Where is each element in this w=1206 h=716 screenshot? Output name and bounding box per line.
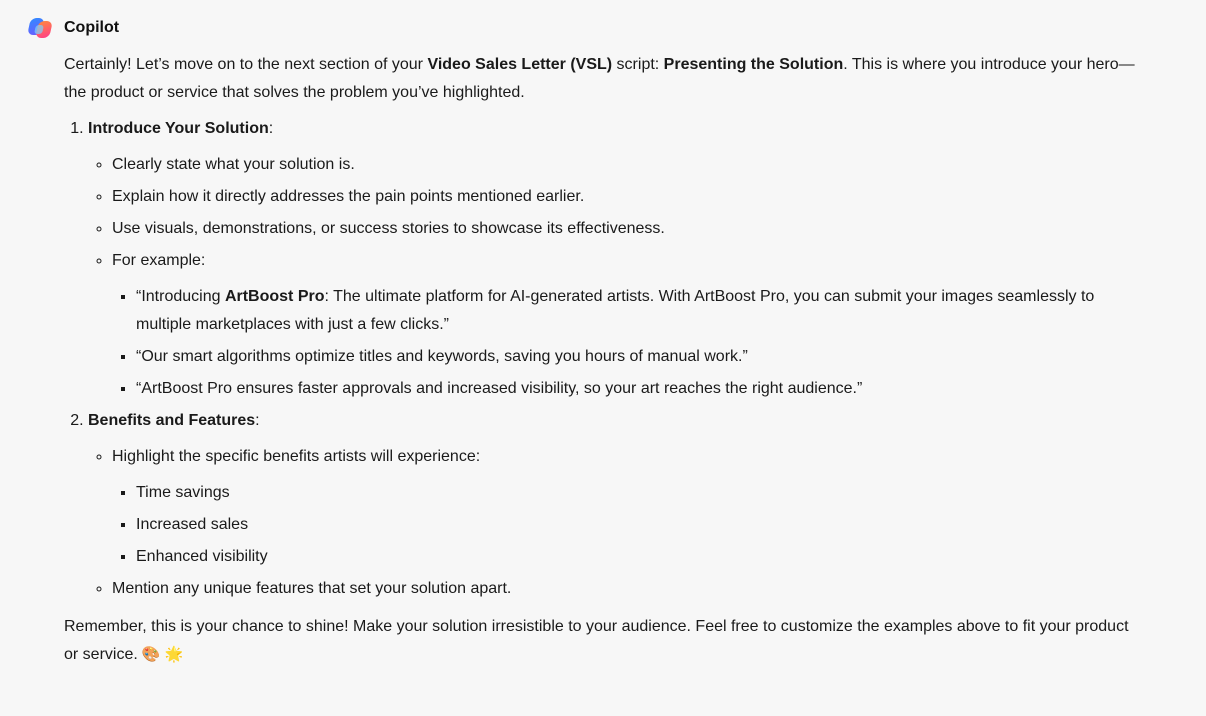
example-item: ▪ “ArtBoost Pro ensures faster approvals and increased visibility, so your art reaches the right audience.” — [136, 375, 1144, 403]
examples-list — [112, 283, 1144, 403]
step-1-bullets — [88, 151, 1144, 403]
palette-emoji-icon: 🎨 — [141, 646, 161, 663]
step-1-colon: : — [268, 120, 274, 137]
list-item — [112, 247, 1144, 403]
closing-text: Remember, this is your chance to shine! Make your solution irresistible to your audience. Feel free to customize the examples above to fit your product or service. — [64, 618, 1129, 663]
benefits-intro: Highlight the specific benefits artists will experience: — [112, 448, 481, 465]
closing-paragraph — [64, 613, 1144, 669]
step-1-title: Introduce Your Solution — [88, 120, 269, 137]
list-item: ◦ Use visuals, demonstrations, or success stories to showcase its effectiveness. — [112, 215, 1144, 243]
step-2-title: Benefits and Features — [88, 412, 256, 429]
example-1-bold: ArtBoost Pro — [224, 288, 325, 305]
intro-text-2: script: — [612, 56, 664, 73]
intro-bold-vsl: Video Sales Letter (VSL) — [427, 56, 613, 73]
for-example-label: For example: — [112, 252, 206, 269]
list-item — [112, 443, 1144, 571]
step-benefits-features — [88, 407, 1144, 603]
list-item: ◦ Explain how it directly addresses the pain points mentioned earlier. — [112, 183, 1144, 211]
list-item: ◦ Mention any unique features that set your solution apart. — [112, 575, 1144, 603]
star-emoji-icon: 🌟 — [164, 646, 184, 663]
example-1-pre: “Introducing — [136, 288, 225, 305]
app-name: Copilot — [64, 19, 120, 36]
benefit-item: ▪ Enhanced visibility — [136, 543, 1144, 571]
benefits-list — [112, 479, 1144, 571]
intro-text-3: . This is where you introduce your hero—the product or service that solves the problem you’ve highlighted. — [64, 56, 1135, 101]
steps-list — [64, 115, 1144, 603]
example-item — [136, 283, 1144, 339]
list-item: ◦ Clearly state what your solution is. — [112, 151, 1144, 179]
copilot-logo-icon — [28, 16, 52, 40]
intro-bold-solution: Presenting the Solution — [663, 56, 844, 73]
intro-text-1: Certainly! Let’s move on to the next section of your — [64, 56, 428, 73]
step-2-colon: : — [255, 412, 260, 429]
example-1-post: : The ultimate platform for AI-generated artists. With ArtBoost Pro, you can submit your images seamlessly to multiple marketplaces with just a few clicks.” — [136, 288, 1095, 333]
intro-paragraph — [64, 51, 1144, 107]
benefit-item: ▪ Time savings — [136, 479, 1144, 507]
message-header — [28, 14, 119, 42]
benefit-item: ▪ Increased sales — [136, 511, 1144, 539]
message-body — [64, 51, 1144, 669]
step-introduce-solution — [88, 115, 1144, 403]
step-2-bullets — [88, 443, 1144, 603]
example-item: ▪ “Our smart algorithms optimize titles and keywords, saving you hours of manual work.” — [136, 343, 1144, 371]
